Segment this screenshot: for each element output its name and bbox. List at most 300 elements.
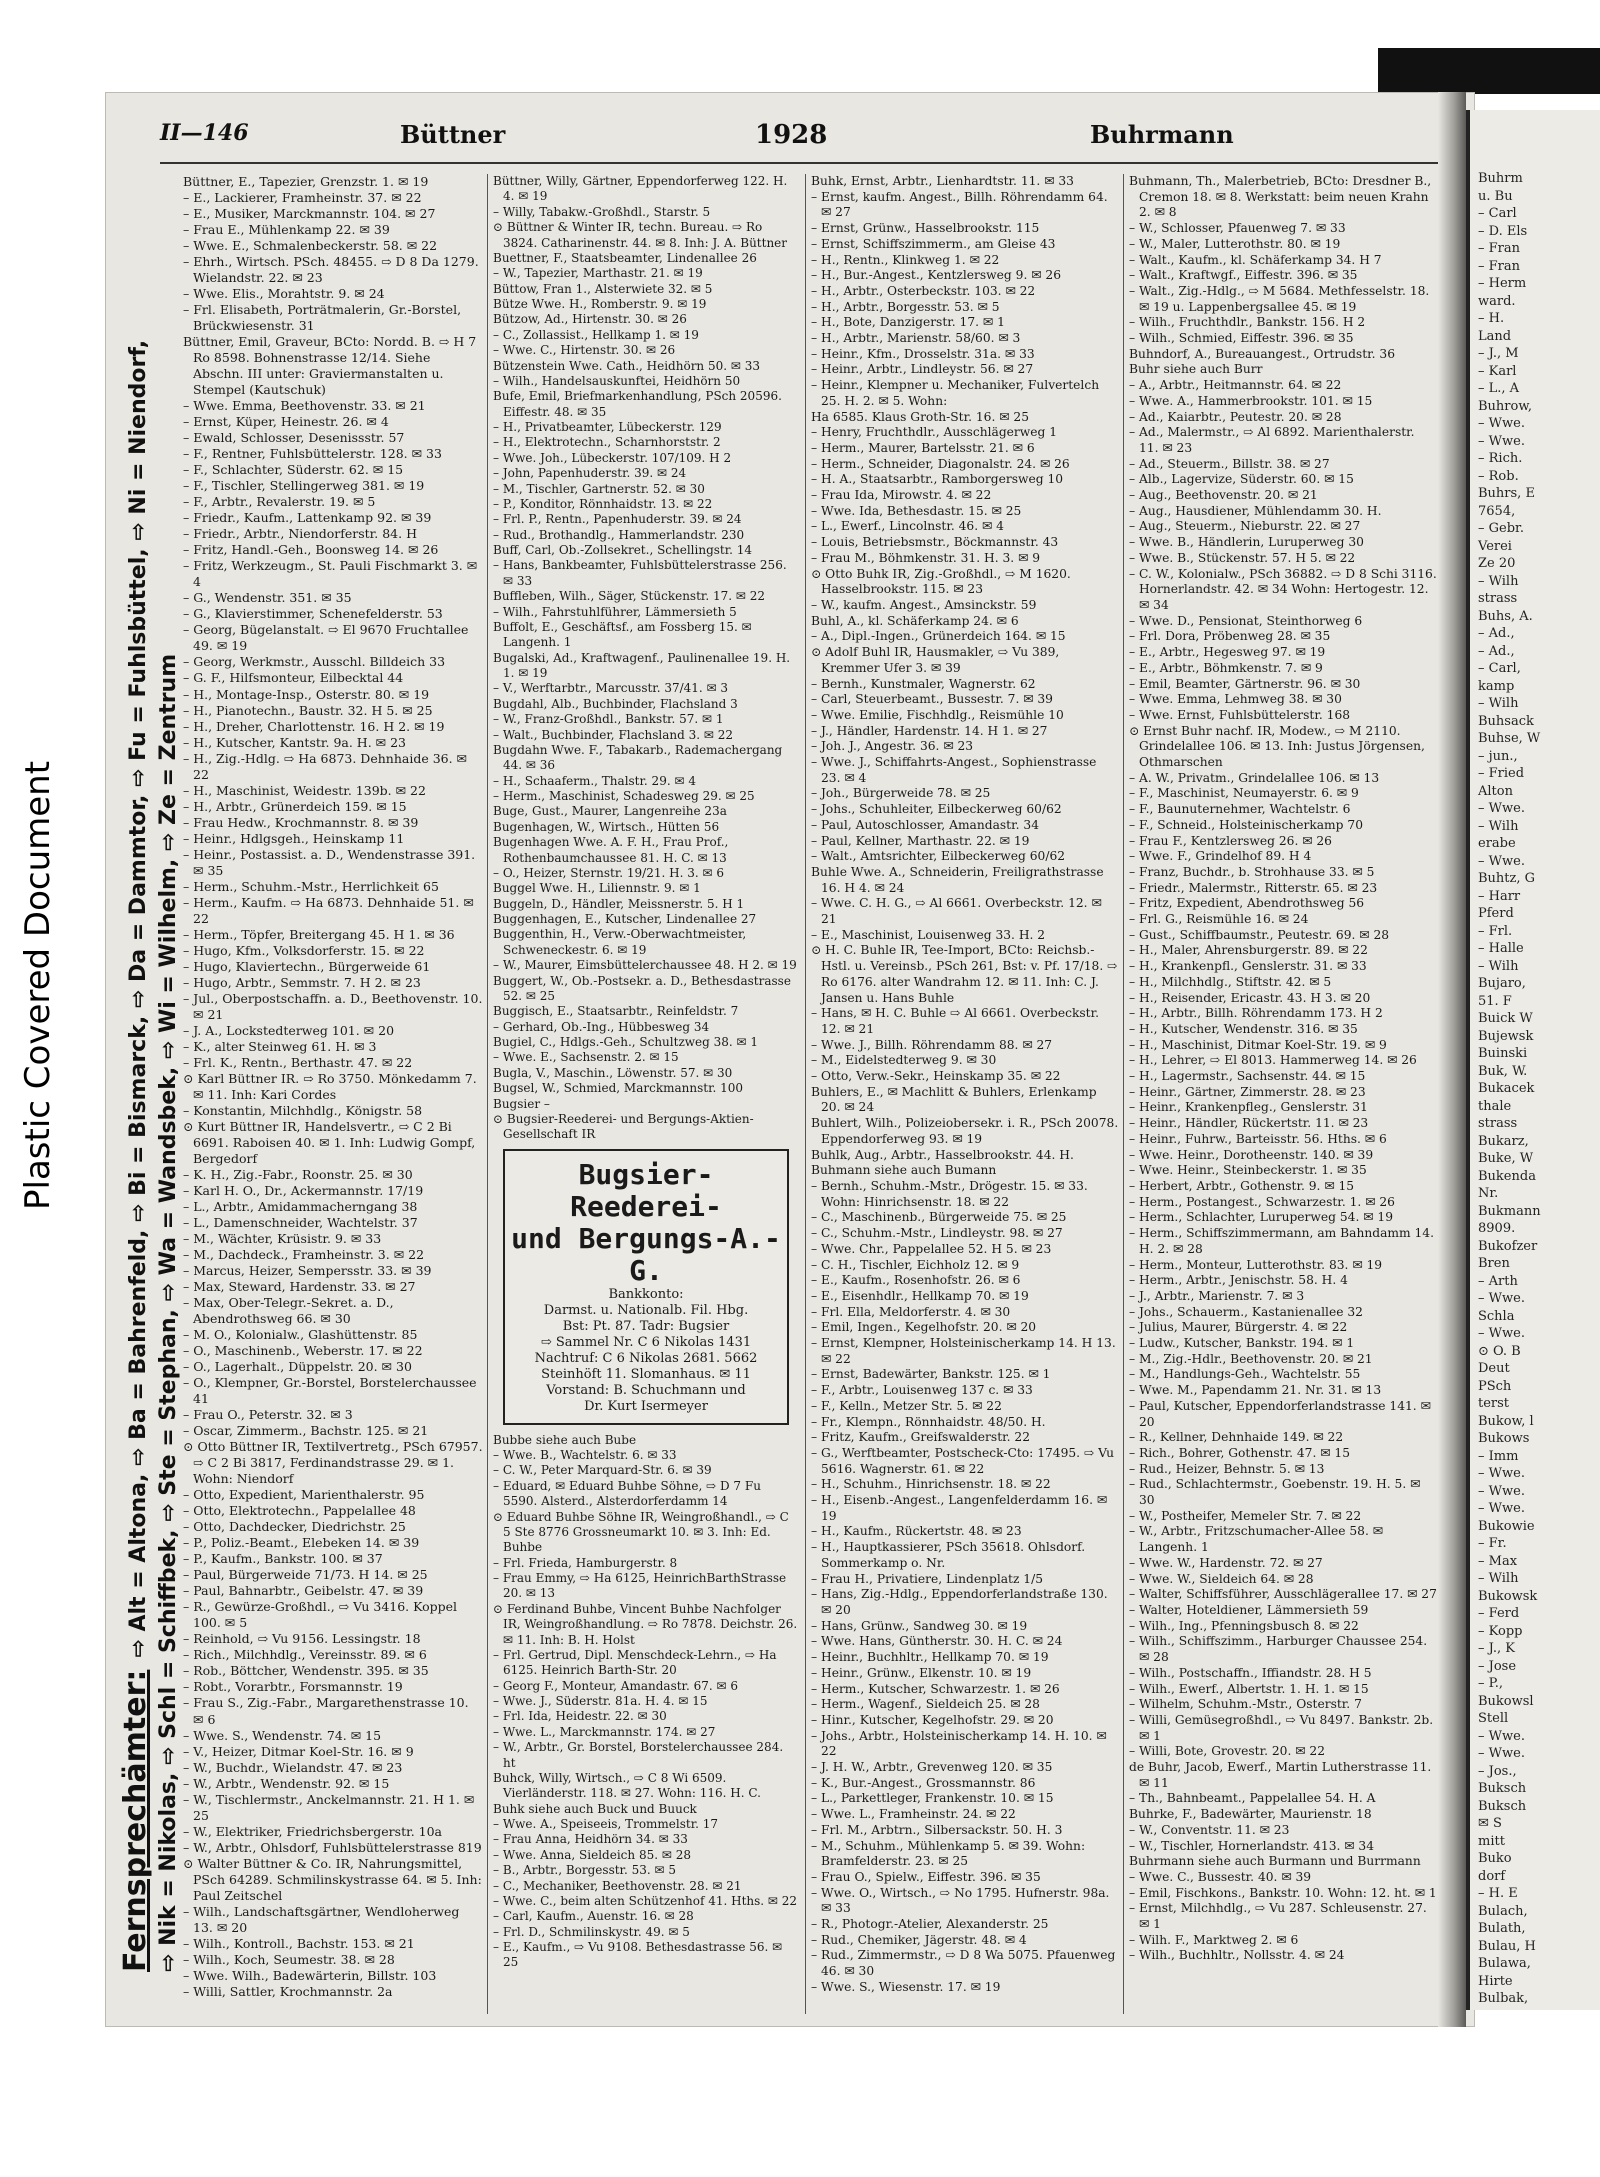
- directory-entry: Bukofzer: [1478, 1238, 1538, 1254]
- directory-entry: – H., Eisenb.-Angest., Langenfelderdamm 16. ✉ 19: [811, 1493, 1108, 1523]
- directory-entry: Bukarz,: [1478, 1133, 1529, 1149]
- directory-entry: ⊙ Eduard Buhbe Söhne IR, Weingroßhandl., ⇨ C 5 Ste 8776 Grossneumarkt 10. ✉ 3. Inh: Ed. Buhbe: [493, 1509, 789, 1555]
- directory-entry: – Rob.: [1478, 468, 1519, 484]
- directory-entry: – Walt., Kraftwgf., Eiffestr. 396. ✉ 35: [1129, 268, 1358, 283]
- directory-entry: Buinski: [1478, 1046, 1528, 1061]
- directory-entry: Buksch: [1478, 1798, 1527, 1814]
- directory-entry: – Herm., Wagenf., Sieldeich 25. ✉ 28: [811, 1697, 1040, 1712]
- directory-entry: Bukow, l: [1478, 1413, 1534, 1429]
- directory-entry: – G., Werftbeamter, Postscheck-Cto: 17495. ⇨ Vu 5616. Wagnerstr. 61. ✉ 22: [811, 1445, 1115, 1476]
- directory-entry: – Fried: [1478, 766, 1525, 781]
- directory-entry: ✉ S: [1478, 1816, 1502, 1831]
- directory-entry: – Bernh., Schuhm.-Mstr., Drögestr. 15. ✉ 33. Wohn: Hinrichsenstr. 18. ✉ 22: [811, 1179, 1088, 1209]
- directory-entry: – Robt., Vorarbtr., Forsmannstr. 19: [183, 1679, 403, 1695]
- directory-entry: – H., Lagermstr., Sachsenstr. 44. ✉ 15: [1129, 1069, 1366, 1084]
- directory-entry: – Julius, Maurer, Bürgerstr. 4. ✉ 22: [1129, 1320, 1348, 1335]
- directory-entry: – H., Kutscher, Wendenstr. 316. ✉ 35: [1129, 1021, 1358, 1036]
- directory-entry: Alton: [1478, 783, 1513, 799]
- directory-entry: – Heinr., Händler, Rückertstr. 11. ✉ 23: [1129, 1116, 1369, 1131]
- directory-entry: – Franz, Buchdr., b. Strohhause 33. ✉ 5: [1129, 864, 1375, 879]
- directory-entry: – V., Werftarbtr., Marcusstr. 37/41. ✉ 3: [493, 681, 729, 696]
- directory-entry: – Wwe. Ida, Bethesdastr. 15. ✉ 25: [811, 503, 1022, 518]
- directory-entry: – Gebr.: [1478, 521, 1524, 536]
- directory-entry: – Wilh., Postschaffn., Iffiandstr. 28. H 5: [1129, 1665, 1372, 1680]
- directory-entry: – Hinr., Kutscher, Kegelhofstr. 29. ✉ 20: [811, 1712, 1054, 1727]
- directory-entry: – Wilh., Kontroll., Bachstr. 153. ✉ 21: [183, 1935, 415, 1951]
- directory-entry: – H. A., Staatsarbtr., Ramborgersweg 10: [811, 472, 1064, 487]
- directory-entry: – Willy, Tabakw.-Großhdl., Starstr. 5: [493, 204, 711, 219]
- directory-entry: Bulbak,: [1478, 1991, 1529, 2006]
- directory-entry: – C. H., Tischler, Eichholz 12. ✉ 9: [811, 1257, 1020, 1272]
- directory-entry: – Hans, ✉ H. C. Buhle ⇨ Al 6661. Overbeckstr. 12. ✉ 21: [811, 1006, 1100, 1036]
- directory-entry: – W., Arbtr., Gr. Borstel, Borstelerchaussee 284. ht: [493, 1740, 784, 1770]
- directory-entry: Buko: [1478, 1851, 1512, 1866]
- directory-entry: – Wwe. Emilie, Fischhdlg., Reismühle 10: [811, 707, 1064, 722]
- directory-entry: u. Bu: [1478, 188, 1513, 204]
- directory-entry: – Wilh., Ewerf., Albertstr. 1. H. 1. ✉ 15: [1129, 1681, 1369, 1696]
- directory-entry: Buhs, A.: [1478, 608, 1533, 624]
- directory-entry: – P.,: [1478, 1676, 1504, 1691]
- directory-entry: Buick W: [1478, 1011, 1533, 1026]
- directory-entry: – Wilh., Buchhltr., Nollsstr. 4. ✉ 24: [1129, 1948, 1345, 1963]
- header-name-right: Buhrmann: [1090, 120, 1234, 149]
- directory-entry: – Herm., Kaufm. ⇨ Ha 6873. Dehnhaide 51. ✉ 22: [183, 894, 474, 926]
- directory-entry: 8909.: [1478, 1221, 1516, 1236]
- directory-entry: 7654,: [1478, 503, 1516, 519]
- directory-entry: – O., Heizer, Sternstr. 19/21. H. 3. ✉ 6: [493, 865, 724, 880]
- directory-entry: – Wilhelm, Schuhm.-Mstr., Osterstr. 7: [1129, 1697, 1362, 1712]
- directory-entry: – H., Maler, Ahrensburgerstr. 89. ✉ 22: [1129, 943, 1368, 958]
- directory-entry: – Wwe. W., Hardenstr. 72. ✉ 27: [1129, 1555, 1323, 1570]
- directory-entry: – Wwe.: [1478, 1326, 1525, 1341]
- directory-entry: – L., Arbtr., Amidammacherngang 38: [183, 1199, 418, 1214]
- directory-entry: – Frau E., Mühlenkamp 22. ✉ 39: [183, 222, 390, 238]
- directory-entry: – Frl. D., Schmilinskystr. 49. ✉ 5: [493, 1924, 690, 1939]
- directory-entry: – Gerhard, Ob.-Ing., Hübbesweg 34: [493, 1019, 710, 1034]
- directory-entry: – W., Tischler, Hornerlandstr. 413. ✉ 34: [1129, 1838, 1375, 1853]
- directory-entry: – R., Gewürze-Großhdl., ⇨ Vu 3416. Koppel 100. ✉ 5: [183, 1599, 458, 1631]
- directory-entry: – Fritz, Expedient, Abendrothsweg 56: [1129, 896, 1365, 911]
- directory-entry: Bst: Pt. 87. Tadr: Bugsier: [562, 1318, 730, 1334]
- directory-entry: – W., Maler, Lutterothstr. 80. ✉ 19: [1129, 236, 1341, 251]
- directory-entry: Buhk, Ernst, Arbtr., Lienhardtstr. 11. ✉ 33: [811, 174, 1074, 188]
- directory-entry: – Joh., Bürgerweide 78. ✉ 25: [811, 786, 991, 801]
- directory-entry: ward.: [1478, 293, 1516, 309]
- directory-entry: – H., Kutscher, Kantstr. 9a. H. ✉ 23: [183, 734, 406, 750]
- directory-entry: Bukowsk: [1478, 1588, 1538, 1604]
- directory-entry: – Ernst, Schiffszimmerm., am Gleise 43: [811, 236, 1056, 251]
- directory-entry: – H., Hauptkassierer, PSch 35618. Ohlsdorf. Sommerkamp o. Nr.: [811, 1540, 1086, 1570]
- directory-entry: Bukowie: [1478, 1518, 1535, 1534]
- directory-entry: Darmst. u. Nationalb. Fil. Hbg.: [543, 1302, 749, 1318]
- directory-entry: ⊙ Otto Buhk IR, Zig.-Großhdl., ⇨ M 1620. Hasselbrookstr. 115. ✉ 23: [811, 566, 1071, 597]
- directory-entry: de Buhr, Jacob, Ewerf., Martin Lutherstrasse 11. ✉ 11: [1129, 1760, 1432, 1790]
- directory-entry: Buggel Wwe. H., Liliennstr. 9. ✉ 1: [493, 881, 701, 896]
- directory-entry: – Frau H., Privatiere, Lindenplatz 1/5: [811, 1571, 1044, 1586]
- directory-entry: PSch: [1478, 1378, 1512, 1394]
- directory-entry: ⊙ Ferdinand Buhbe, Vincent Buhbe Nachfolger IR, Weingroßhandlung. ⇨ Ro 7878. Deichstr. 26. ✉ 11. Inh: B. H. Holst: [493, 1601, 798, 1647]
- directory-entry: Bankkonto:: [608, 1286, 684, 1302]
- directory-entry: – H., Lehrer, ⇨ El 8013. Hammerweg 14. ✉ 26: [1129, 1053, 1417, 1068]
- next-page-entries: [1478, 170, 1541, 2008]
- directory-entry: – Ad.,: [1478, 626, 1515, 641]
- directory-entry: Bukows: [1478, 1431, 1530, 1446]
- directory-entry: – C., Zollassist., Hellkamp 1. ✉ 19: [493, 327, 699, 342]
- directory-entry: – C. W., Peter Marquard-Str. 6. ✉ 39: [493, 1463, 712, 1478]
- directory-entry: – Wwe. W., Sieldeich 64. ✉ 28: [1129, 1571, 1314, 1586]
- directory-entry: – Herm., Arbtr., Jenischstr. 58. H. 4: [1129, 1273, 1348, 1288]
- directory-entry: – Frl. P., Rentn., Papenhuderstr. 39. ✉ 24: [493, 512, 742, 527]
- directory-entry: Buke, W: [1478, 1151, 1534, 1166]
- directory-entry: – Aug., Steuerm., Nieburstr. 22. ✉ 27: [1129, 519, 1361, 534]
- directory-entry: – Frau Emmy, ⇨ Ha 6125, HeinrichBarthStrasse 20. ✉ 13: [493, 1571, 787, 1601]
- directory-entry: – C., Mechaniker, Beethovenstr. 28. ✉ 21: [493, 1878, 742, 1893]
- directory-entry: – Wwe. Anna, Sieldeich 85. ✉ 28: [493, 1847, 691, 1862]
- directory-entry: – John, Papenhuderstr. 39. ✉ 24: [493, 466, 687, 481]
- directory-entry: 51. F: [1478, 993, 1512, 1009]
- directory-entry: – Rud., Heizer, Behnstr. 5. ✉ 13: [1129, 1461, 1325, 1476]
- directory-entry: Büttner, Emil, Graveur, BCto: Nordd. B. ⇨ H 7 Ro 8598. Bohnenstrasse 12/14. Siehe Abschn. III unter: Graviermanstalten u. Stempel (Kautschuk): [183, 334, 477, 398]
- directory-entry: – Wwe.: [1478, 1501, 1525, 1516]
- directory-entry: – Ernst, Klempner, Holsteinischerkamp 14. H 13. ✉ 22: [811, 1336, 1116, 1366]
- directory-entry: – H., Maschinist, Ditmar Koel-Str. 19. ✉ 9: [1129, 1037, 1387, 1052]
- directory-entry: – Wwe. D., Pensionat, Steinthorweg 6: [1129, 613, 1363, 628]
- directory-entry: – W., Schlosser, Pfauenweg 7. ✉ 33: [1129, 221, 1346, 236]
- directory-entry: – Wwe. A., Hammerbrookstr. 101. ✉ 15: [1129, 393, 1373, 408]
- directory-entry: Buhck, Willy, Wirtsch., ⇨ C 8 Wi 6509. Vierländerstr. 118. ✉ 27. Wohn: 116. H. C.: [493, 1770, 761, 1801]
- directory-entry: – Gust., Schiffbaumstr., Peutestr. 69. ✉ 28: [1129, 927, 1390, 942]
- directory-entry: Bugenhagen Wwe. A. F. H., Frau Prof., Rothenbaumchaussee 81. H. C. ✉ 13: [493, 835, 729, 865]
- directory-entry: Buhmann, Th., Malerbetrieb, BCto: Dresdner B., Cremon 18. ✉ 8. Werkstatt: beim neuen Krahn 2. ✉ 8: [1129, 174, 1432, 220]
- directory-entry: – Frau S., Zig.-Fabr., Margarethenstrasse 10. ✉ 6: [183, 1695, 469, 1727]
- directory-entry: – P., Kaufm., Bankstr. 100. ✉ 37: [183, 1551, 383, 1567]
- directory-entry: – Rud., Chemiker, Jägerstr. 48. ✉ 4: [811, 1932, 1027, 1947]
- directory-entry: – Walter, Schiffsführer, Ausschlägerallee 17. ✉ 27: [1129, 1587, 1437, 1602]
- directory-entry: Land: [1478, 328, 1512, 344]
- directory-entry: – E., Arbtr., Hegesweg 97. ✉ 19: [1129, 645, 1326, 660]
- directory-entry: – Rud., Zimmermstr., ⇨ D 8 Wa 5075. Pfauenweg 46. ✉ 30: [811, 1948, 1116, 1979]
- directory-entry: ⊙ O. B: [1478, 1343, 1521, 1359]
- header-rule: [160, 162, 1500, 164]
- directory-entry: – Wwe.: [1478, 1746, 1525, 1761]
- directory-entry: – Frau Anna, Heidhörn 34. ✉ 33: [493, 1832, 688, 1847]
- directory-entry: – Aug., Hausdiener, Mühlendamm 30. H.: [1129, 503, 1382, 518]
- directory-entry: – Wwe. Elis., Morahtstr. 9. ✉ 24: [183, 286, 385, 302]
- directory-entry: – Ernst, Badewärter, Bankstr. 125. ✉ 1: [811, 1367, 1051, 1382]
- fern-row-2: ⇨ Nik = Nikolas, ⇨ Schl = Schiffbek, ⇨ Ste = Stephan, ⇨ Wa = Wandsbek, ⇨ Wi = Wilhelm, ⇨ Ze = Zentrum: [156, 653, 181, 1972]
- directory-entry: – Wwe. O., Wirtsch., ⇨ No 1795. Hufnerstr. 98a. ✉ 33: [811, 1885, 1110, 1916]
- header-name-left: Büttner: [400, 120, 506, 149]
- fern-row-1: [118, 192, 154, 1972]
- directory-entry: Buksch: [1478, 1781, 1527, 1796]
- directory-entry: – Herbert, Arbtr., Gothenstr. 9. ✉ 15: [1129, 1179, 1355, 1193]
- directory-entry: – M. O., Kolonialw., Glashüttenstr. 85: [183, 1327, 418, 1343]
- directory-entry: – Wwe. Chr., Pappelallee 52. H 5. ✉ 23: [811, 1241, 1052, 1256]
- directory-entry: Schla: [1478, 1308, 1515, 1324]
- column-2-entries-top: [493, 174, 799, 1143]
- directory-entry: – Wwe. F., Grindelhof 89. H 4: [1129, 849, 1312, 864]
- directory-entry: – Fritz, Handl.-Geh., Boonsweg 14. ✉ 26: [183, 542, 439, 558]
- directory-entry: – E., Eisenhdlr., Hellkamp 70. ✉ 19: [811, 1288, 1029, 1303]
- directory-entry: – H., Reisender, Ericastr. 43. H 3. ✉ 20: [1129, 990, 1371, 1005]
- directory-entry: – F., Arbtr., Louisenweg 137 c. ✉ 33: [811, 1383, 1033, 1398]
- directory-entry: – Karl H. O., Dr., Ackermannstr. 17/19: [183, 1182, 424, 1198]
- directory-entry: – Wwe. S., Wendenstr. 74. ✉ 15: [183, 1727, 382, 1743]
- directory-entry: – O., Maschinenb., Weberstr. 17. ✉ 22: [183, 1343, 423, 1359]
- directory-entry: – F., Maschinist, Neumayerstr. 6. ✉ 9: [1129, 786, 1359, 801]
- directory-entry: – W., kaufm. Angest., Amsinckstr. 59: [811, 597, 1037, 612]
- directory-entry: – Wwe. Wilh., Badewärterin, Billstr. 103: [183, 1967, 437, 1983]
- directory-entry: Buhrke, F., Badewärter, Maurienstr. 18: [1129, 1807, 1372, 1822]
- fernsprechaemter-legend: [118, 192, 181, 1972]
- directory-entry: – A. W., Privatm., Grindelallee 106. ✉ 13: [1129, 770, 1380, 785]
- directory-entry: Hirte: [1478, 1973, 1513, 1989]
- ad-title-line-2: und Bergungs-A.-G.: [511, 1221, 781, 1287]
- directory-entry: – jun.,: [1478, 748, 1518, 764]
- directory-entry: – H., Arbtr., Grünerdeich 159. ✉ 15: [183, 798, 407, 814]
- directory-entry: – V., Heizer, Ditmar Koel-Str. 16. ✉ 9: [183, 1743, 414, 1759]
- directory-entry: – W., Tapezier, Marthastr. 21. ✉ 19: [493, 266, 703, 281]
- directory-entry: – Halle: [1478, 941, 1524, 956]
- directory-entry: Buge, Gust., Maurer, Langenreihe 23a: [493, 804, 727, 819]
- ad-details: [511, 1287, 781, 1415]
- directory-entry: – Hugo, Klaviertechn., Bürgerweide 61: [183, 958, 431, 974]
- directory-entry: – Georg, Werkmstr., Ausschl. Billdeich 33: [183, 654, 446, 670]
- directory-entry: Büttner, Willy, Gärtner, Eppendorferweg 122. H. 4. ✉ 19: [493, 174, 788, 204]
- directory-entry: – Emil, Beamter, Gärtnerstr. 96. ✉ 30: [1129, 676, 1361, 691]
- directory-entry: – L., Ewerf., Lincolnstr. 46. ✉ 4: [811, 519, 1004, 534]
- directory-entry: – Hans, Bankbeamter, Fuhlsbüttelerstrasse 256. ✉ 33: [493, 558, 787, 588]
- directory-entry: – C., Schuhm.-Mstr., Lindleystr. 98. ✉ 27: [811, 1226, 1063, 1241]
- directory-entry: – Willi, Sattler, Krochmannstr. 2a: [183, 1983, 393, 1999]
- directory-entry: – E., Maschinist, Louisenweg 33. H. 2: [811, 927, 1046, 942]
- directory-entry: – Ewald, Schlosser, Desenissstr. 57: [183, 430, 405, 446]
- directory-entry: Buggert, W., Ob.-Postsekr. a. D., Bethesdastrasse 52. ✉ 25: [493, 973, 791, 1003]
- directory-entry: strass: [1478, 591, 1518, 606]
- directory-entry: – H., Kaufm., Rückertstr. 48. ✉ 23: [811, 1524, 1022, 1539]
- directory-entry: – H., Rentn., Klinkweg 1. ✉ 22: [811, 252, 1000, 267]
- directory-entry: – Paul, Kellner, Marthastr. 22. ✉ 19: [811, 833, 1030, 848]
- directory-entry: – W., Elektriker, Friedrichsbergerstr. 10a: [183, 1823, 442, 1839]
- directory-entry: – Otto, Elektrotechn., Pappelallee 48: [183, 1503, 416, 1519]
- directory-entry: – D. Els: [1478, 223, 1528, 239]
- directory-entry: – Ferd: [1478, 1606, 1520, 1621]
- directory-entry: – W., Franz-Großhdl., Bankstr. 57. ✉ 1: [493, 712, 724, 727]
- directory-entry: – Wwe.: [1478, 853, 1525, 869]
- next-page-edge: [1466, 110, 1600, 2010]
- directory-entry: – Wwe. C. H. G., ⇨ Al 6661. Overbeckstr. 12. ✉ 21: [811, 896, 1102, 927]
- directory-entry: Bulach,: [1478, 1903, 1528, 1919]
- directory-entry: – Fritz, Kaufm., Greifswalderstr. 22: [811, 1430, 1031, 1445]
- directory-entry: – Kopp: [1478, 1623, 1523, 1639]
- directory-entry: – Georg, Bügelanstalt. ⇨ El 9670 Fruchtallee 49. ✉ 19: [183, 622, 469, 654]
- directory-entry: – Hans, Zig.-Hdlg., Eppendorferlandstraße 130. ✉ 20: [811, 1587, 1108, 1617]
- directory-entry: Nr.: [1478, 1186, 1499, 1201]
- directory-entry: – L., Damenschneider, Wachtelstr. 37: [183, 1215, 418, 1231]
- directory-entry: – Fr.: [1478, 1536, 1507, 1551]
- directory-entry: – Wwe. B., Stückenstr. 57. H 5. ✉ 22: [1129, 550, 1356, 565]
- directory-entry: – L., Parkettleger, Frankenstr. 10. ✉ 15: [811, 1791, 1054, 1806]
- directory-entry: – Frau O., Spielw., Eiffestr. 396. ✉ 35: [811, 1869, 1041, 1884]
- directory-entry: – A., Arbtr., Heitmannstr. 64. ✉ 22: [1129, 378, 1342, 393]
- column-2-entries-bottom: [493, 1433, 799, 1971]
- directory-entry: Bukmann: [1478, 1203, 1541, 1219]
- directory-entry: – Heinr., Buchhltr., Hellkamp 70. ✉ 19: [811, 1650, 1049, 1665]
- directory-entry: – G., Klavierstimmer, Schenefelderstr. 53: [183, 606, 443, 622]
- directory-entry: – Wwe. J., Billh. Röhrendamm 88. ✉ 27: [811, 1037, 1053, 1052]
- directory-entry: ⊙ H. C. Buhle IR, Tee-Import, BCto: Reichsb.-Hstl. u. Vereinsb., PSch 261, Bst: v. Pf. 17/18. ⇨ Ro 6176. alter Wandrahm 12. ✉ 11. Inh: C. J. Jansen u. Hans Buhle: [811, 943, 1118, 1005]
- directory-entry: – Paul, Autoschlosser, Amandastr. 34: [811, 817, 1039, 832]
- directory-entry: – M., Wächter, Krüsistr. 9. ✉ 33: [183, 1231, 382, 1247]
- column-divider: [1123, 174, 1124, 2014]
- directory-entry: – Eduard, ✉ Eduard Buhbe Söhne, ⇨ D 7 Fu 5590. Alsterd., Alsterdorferdamm 14: [493, 1478, 761, 1509]
- directory-entry: – Ernst, Grünw., Hasselbrookstr. 115: [811, 221, 1040, 236]
- directory-entry: – H., Bur.-Angest., Kentzlersweg 9. ✉ 26: [811, 268, 1061, 283]
- directory-entry: – Heinr., Arbtr., Lindleystr. 56. ✉ 27: [811, 362, 1034, 377]
- directory-entry: kamp: [1478, 678, 1515, 694]
- directory-entry: Buffleben, Wilh., Säger, Stückenstr. 17. ✉ 22: [493, 589, 765, 604]
- directory-entry: Bujewsk: [1478, 1028, 1534, 1044]
- directory-entry: – W., Buchdr., Wielandstr. 47. ✉ 23: [183, 1759, 403, 1775]
- directory-entry: – O., Lagerhalt., Düppelstr. 20. ✉ 30: [183, 1359, 412, 1375]
- directory-entry: Bufe, Emil, Briefmarkenhandlung, PSch 20596. Eiffestr. 48. ✉ 35: [493, 389, 782, 419]
- directory-entry: – Wilh., Schmied, Eiffestr. 396. ✉ 35: [1129, 331, 1354, 346]
- directory-entry: mitt: [1478, 1833, 1505, 1849]
- directory-entry: – F., Kelln., Metzer Str. 5. ✉ 22: [811, 1398, 1002, 1413]
- directory-entry: Steinhöft 11. Slomanhaus. ✉ 11: [541, 1366, 751, 1382]
- directory-entry: – Th., Bahnbeamt., Pappelallee 54. H. A: [1129, 1791, 1376, 1806]
- directory-entry: – Wwe. Joh., Lübeckerstr. 107/109. H 2: [493, 450, 732, 465]
- directory-entry: – Wwe. L., Marckmannstr. 174. ✉ 27: [493, 1724, 716, 1739]
- scan-margin-top: [0, 0, 1600, 48]
- directory-entry: – Emil, Fischkons., Bankstr. 10. Wohn: 12. ht. ✉ 1: [1129, 1885, 1437, 1900]
- directory-entry: – Frl. M., Arbtrn., Silbersackstr. 50. H. 3: [811, 1822, 1063, 1837]
- directory-entry: – Georg F., Monteur, Amandastr. 67. ✉ 6: [493, 1678, 738, 1693]
- directory-entry: – Frl. Ida, Heidestr. 22. ✉ 30: [493, 1709, 667, 1724]
- directory-entry: Bren: [1478, 1256, 1510, 1271]
- directory-entry: – H., Dreher, Charlottenstr. 16. H 2. ✉ 19: [183, 718, 445, 734]
- directory-entry: – K., alter Steinweg 61. H. ✉ 3: [183, 1038, 377, 1054]
- directory-entry: – Wwe.: [1478, 416, 1525, 431]
- directory-entry: – Joh. J., Angestr. 36. ✉ 23: [811, 739, 974, 754]
- directory-entry: – Wwe. Heinr., Steinbeckerstr. 1. ✉ 35: [1129, 1163, 1367, 1178]
- directory-entry: ⊙ Walter Büttner & Co. IR, Nahrungsmittel, PSch 64289. Schmilinskystrasse 64. ✉ 5. Inh: Paul Zeitschel: [183, 1855, 482, 1903]
- directory-entry: – Paul, Kutscher, Eppendorferlandstrasse 141. ✉ 20: [1129, 1398, 1431, 1429]
- directory-entry: – Ad., Steuerm., Billstr. 38. ✉ 27: [1129, 456, 1330, 471]
- directory-entry: – H., Elektrotechn., Scharnhorststr. 2: [493, 435, 721, 450]
- directory-entry: – Herm., Töpfer, Breitergang 45. H 1. ✉ 36: [183, 926, 455, 942]
- directory-entry: – Walt., Zig.-Hdlg., ⇨ M 5684. Methfesselstr. 18. ✉ 19 u. Lappenbergsallee 45. ✉ 19: [1129, 283, 1430, 314]
- directory-entry: – Paul, Bürgerweide 71/73. H 14. ✉ 25: [183, 1567, 428, 1583]
- directory-entry: – Wwe. Emma, Lehmweg 38. ✉ 30: [1129, 692, 1342, 707]
- directory-entry: – K. H., Zig.-Fabr., Roonstr. 25. ✉ 30: [183, 1166, 413, 1182]
- directory-entry: – Wwe. C., beim alten Schützenhof 41. Hths. ✉ 22: [493, 1893, 798, 1908]
- directory-entry: terst: [1478, 1396, 1510, 1411]
- directory-entry: – W., Postheifer, Memeler Str. 7. ✉ 22: [1129, 1508, 1362, 1523]
- directory-entry: – H., Bote, Danzigerstr. 17. ✉ 1: [811, 315, 1005, 330]
- directory-entry: – Herm., Monteur, Lutterothstr. 83. ✉ 19: [1129, 1257, 1383, 1272]
- directory-entry: – Fran: [1478, 258, 1520, 274]
- directory-entry: – Aug., Beethovenstr. 20. ✉ 21: [1129, 488, 1318, 503]
- page-number: II—146: [160, 120, 249, 146]
- directory-entry: – H.: [1478, 311, 1505, 326]
- directory-entry: Buhrow,: [1478, 398, 1533, 414]
- directory-entry: – Wwe. L., Framheinstr. 24. ✉ 22: [811, 1807, 1016, 1822]
- directory-entry: – W., Arbtr., Fritzschumacher-Allee 58. ✉ Langenh. 1: [1129, 1524, 1384, 1555]
- directory-entry: – F., Schneid., Holsteinischerkamp 70: [1129, 817, 1363, 832]
- directory-entry: Buhsack: [1478, 713, 1534, 729]
- directory-entry: – Carl,: [1478, 661, 1521, 676]
- directory-entry: ⊙ Büttner & Winter IR, techn. Bureau. ⇨ Ro 3824. Catharinenstr. 44. ✉ 8. Inh: J. A. Büttner: [493, 220, 788, 250]
- directory-entry: – Herm., Maurer, Bartelsstr. 21. ✉ 6: [811, 440, 1035, 455]
- directory-entry: – Wwe. J., Süderstr. 81a. H. 4. ✉ 15: [493, 1694, 708, 1708]
- directory-entry: Buettner, F., Staatsbeamter, Lindenallee 26: [493, 250, 757, 265]
- directory-entry: ⊙ Kurt Büttner IR, Handelsvertr., ⇨ C 2 Bi 6691. Raboisen 40. ✉ 1. Inh: Ludwig Gompf, Bergedorf: [183, 1118, 476, 1166]
- directory-entry: – P., Konditor, Rönnhaidstr. 13. ✉ 22: [493, 496, 713, 511]
- directory-entry: Stell: [1478, 1711, 1509, 1726]
- directory-entry: – H., Schaaferm., Thalstr. 29. ✉ 4: [493, 773, 696, 788]
- directory-page: [105, 92, 1475, 2027]
- directory-entry: – Heinr., Gärtner, Zimmerstr. 28. ✉ 23: [1129, 1084, 1366, 1099]
- directory-entry: Bukenda: [1478, 1168, 1536, 1184]
- directory-entry: thale: [1478, 1098, 1512, 1114]
- directory-entry: Bulawa,: [1478, 1956, 1531, 1971]
- directory-entry: – Wilh., Koch, Seumestr. 38. ✉ 28: [183, 1951, 395, 1967]
- ad-title-line-1: Bugsier-Reederei-: [570, 1157, 722, 1223]
- directory-entry: – Herm., Schneider, Diagonalstr. 24. ✉ 26: [811, 456, 1070, 471]
- directory-entry: Buhndorf, A., Bureauangest., Ortrudstr. 36: [1129, 346, 1396, 361]
- directory-entry: – Friedr., Arbtr., Niendorferstr. 84. H: [183, 526, 417, 542]
- directory-entry: – H., Arbtr., Marienstr. 58/60. ✉ 3: [811, 331, 1021, 346]
- directory-entry: – Ad., Kaiarbtr., Peutestr. 20. ✉ 28: [1129, 409, 1342, 424]
- directory-entry: – Rich., Bohrer, Gothenstr. 47. ✉ 15: [1129, 1445, 1351, 1460]
- directory-entry: Dr. Kurt Isermeyer: [584, 1398, 708, 1414]
- directory-entry: – Ehrh., Wirtsch. PSch. 48455. ⇨ D 8 Da 1279. Wielandstr. 22. ✉ 23: [183, 254, 479, 286]
- directory-entry: – Wwe. J., Schiffahrts-Angest., Sophienstrasse 23. ✉ 4: [811, 755, 1097, 785]
- directory-entry: – Johs., Schauerm., Kastanienallee 32: [1129, 1304, 1363, 1319]
- directory-entry: – J., Händler, Hardenstr. 14. H 1. ✉ 27: [811, 723, 1048, 738]
- directory-entry: – Max: [1478, 1553, 1518, 1569]
- directory-entry: Pferd: [1478, 906, 1514, 921]
- directory-entry: – Heinr., Kfm., Drosselstr. 31a. ✉ 33: [811, 346, 1035, 361]
- directory-entry: Bukacek: [1478, 1081, 1535, 1096]
- directory-entry: – Frau O., Peterstr. 32. ✉ 3: [183, 1407, 353, 1423]
- directory-entry: – Wwe. Heinr., Dorotheenstr. 140. ✉ 39: [1129, 1147, 1374, 1162]
- directory-entry: – H., Milchhdlg., Stiftstr. 42. ✉ 5: [1129, 974, 1332, 989]
- directory-entry: Ha 6585. Klaus Groth-Str. 16. ✉ 25: [811, 409, 1029, 424]
- fern-row-1-text: ⇨ Alt = Altona, ⇨ Ba = Bahrenfeld, ⇨ Bi = Bismarck, ⇨ Da = Dammtor, ⇨ Fu = Fuhlsbüttel, ⇨ Ni = Niendorf,: [126, 339, 151, 1658]
- column-divider: [805, 174, 806, 2014]
- directory-entry: – Ad., Malermstr., ⇨ Al 6892. Marienthalerstr. 11. ✉ 23: [1129, 425, 1415, 455]
- directory-entry: – Wwe. Ernst, Fuhlsbüttelerstr. 168: [1129, 707, 1351, 722]
- directory-entry: Buggenthin, H., Verw.-Oberwachtmeister, Schweneckestr. 6. ✉ 19: [493, 927, 747, 957]
- directory-entry: – Imm: [1478, 1448, 1519, 1464]
- directory-entry: – J., Arbtr., Marienstr. 7. ✉ 3: [1129, 1288, 1305, 1303]
- directory-entry: – J., M: [1478, 346, 1519, 361]
- directory-entry: – Ernst, kaufm. Angest., Billh. Röhrendamm 64. ✉ 27: [811, 189, 1108, 220]
- directory-entry: – J., K: [1478, 1641, 1515, 1656]
- directory-entry: – E., Arbtr., Böhmkenstr. 7. ✉ 9: [1129, 660, 1323, 675]
- directory-entry: – F., Rentner, Fuhlsbüttelerstr. 128. ✉ 33: [183, 446, 442, 462]
- directory-entry: Buggeln, D., Händler, Meissnerstr. 5. H 1: [493, 896, 745, 911]
- directory-entry: – Ernst, Küper, Heinestr. 26. ✉ 4: [183, 414, 389, 430]
- directory-entry: – Wilh: [1478, 818, 1519, 834]
- directory-entry: Bugsel, W., Schmied, Marckmannstr. 100: [493, 1081, 744, 1096]
- scan-dark-corner: [1378, 48, 1600, 94]
- directory-entry: Bugla, V., Maschin., Löwenstr. 57. ✉ 30: [493, 1065, 733, 1080]
- directory-entry: – Wwe. E., Sachsenstr. 2. ✉ 15: [493, 1050, 679, 1065]
- directory-entry: – W., Conventstr. 11. ✉ 23: [1129, 1822, 1290, 1837]
